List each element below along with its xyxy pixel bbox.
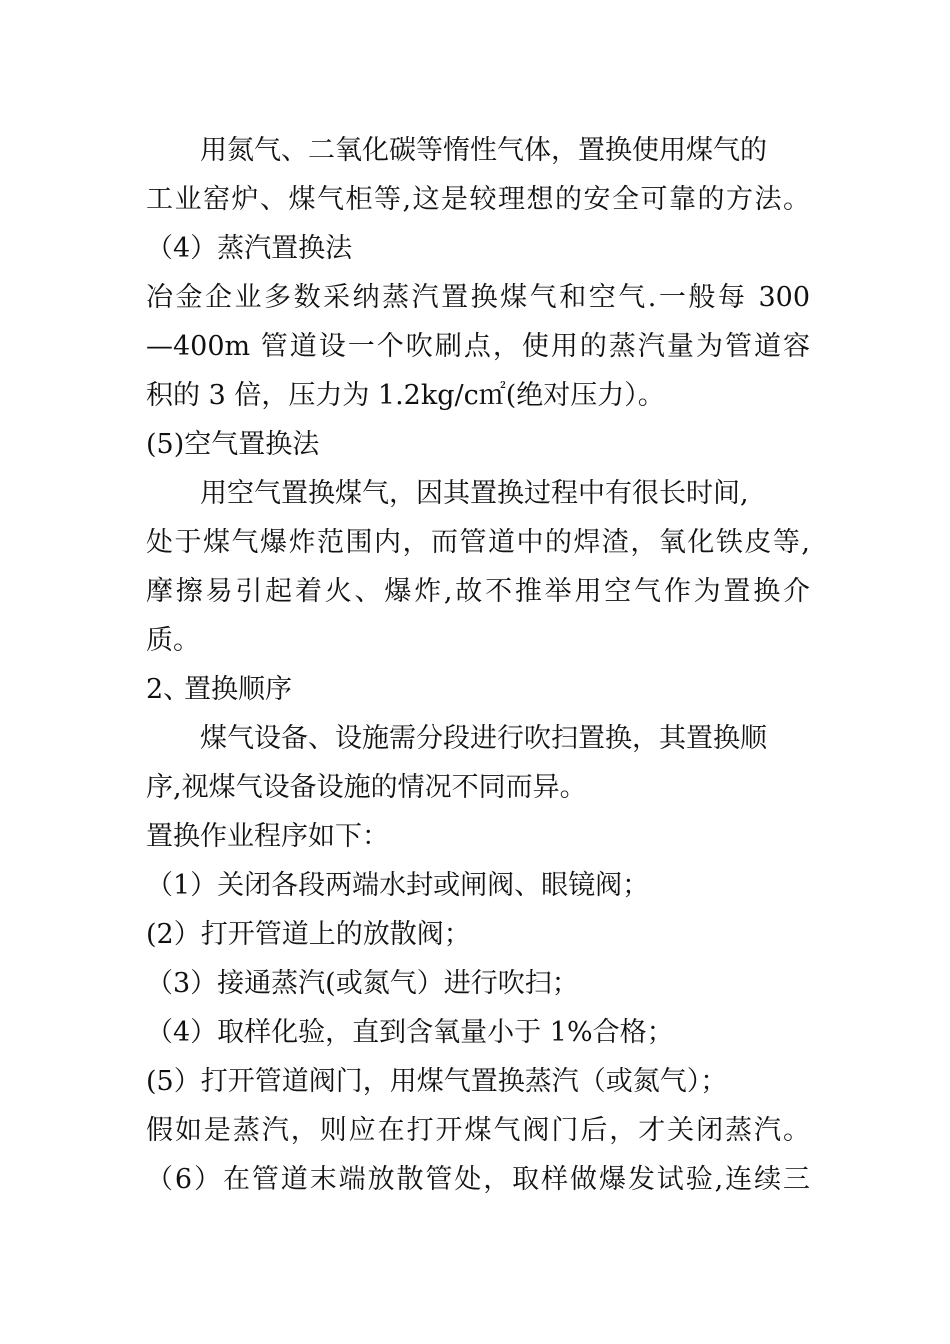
section-heading [146, 665, 810, 714]
paragraph-line: 用氮气、二氧化碳等惰性气体，置换使用煤气的 [200, 135, 767, 166]
paragraph-line: 冶金企业多数采纳蒸汽置换煤气和空气.一般每 300 [146, 282, 810, 313]
paragraph-line: 积的 3 倍，压力为 1.2kg/c㎡(绝对压力）。 [146, 380, 665, 411]
paragraph-line: 处于煤气爆炸范围内，而管道中的焊渣，氧化铁皮等, [146, 527, 810, 558]
document-body [146, 126, 810, 1204]
section-title: 置换顺序 [184, 674, 292, 705]
list-item: (5）打开管道阀门，用煤气置换蒸汽（或氮气）； [146, 1066, 728, 1097]
list-item: （4）取样化验，直到含氧量小于 1%合格； [146, 1017, 674, 1048]
paragraph-line: 假如是蒸汽，则应在打开煤气阀门后，才关闭蒸汽。 [146, 1115, 810, 1146]
list-item: （6）在管道末端放散管处，取样做爆发试验,连续三 [146, 1164, 810, 1195]
paragraph-line: 用空气置换煤气，因其置换过程中有很长时间, [200, 478, 749, 509]
section-number: 2、 [146, 674, 191, 705]
list-item: （3）接通蒸汽(或氮气）进行吹扫； [146, 968, 579, 999]
paragraph-line: —400m 管道设一个吹刷点，使用的蒸汽量为管道容 [146, 331, 810, 362]
list-item: (2）打开管道上的放散阀； [146, 919, 471, 950]
section-heading: （4）蒸汽置换法 [146, 233, 353, 264]
paragraph-line: 置换作业程序如下： [146, 821, 389, 852]
paragraph-line: 煤气设备、设施需分段进行吹扫置换，其置换顺 [200, 723, 767, 754]
paragraph-line: 工业窑炉、煤气柜等,这是较理想的安全可靠的方法。 [146, 184, 810, 215]
paragraph-line: 序,视煤气设备设施的情况不同而异。 [146, 772, 587, 803]
paragraph-line: 质。 [146, 625, 200, 656]
list-item: （1）关闭各段两端水封或闸阀、眼镜阀； [146, 870, 650, 901]
paragraph-line: 摩擦易引起着火、爆炸,故不推举用空气作为置换介 [146, 576, 810, 607]
section-heading: (5)空气置换法 [146, 429, 320, 460]
